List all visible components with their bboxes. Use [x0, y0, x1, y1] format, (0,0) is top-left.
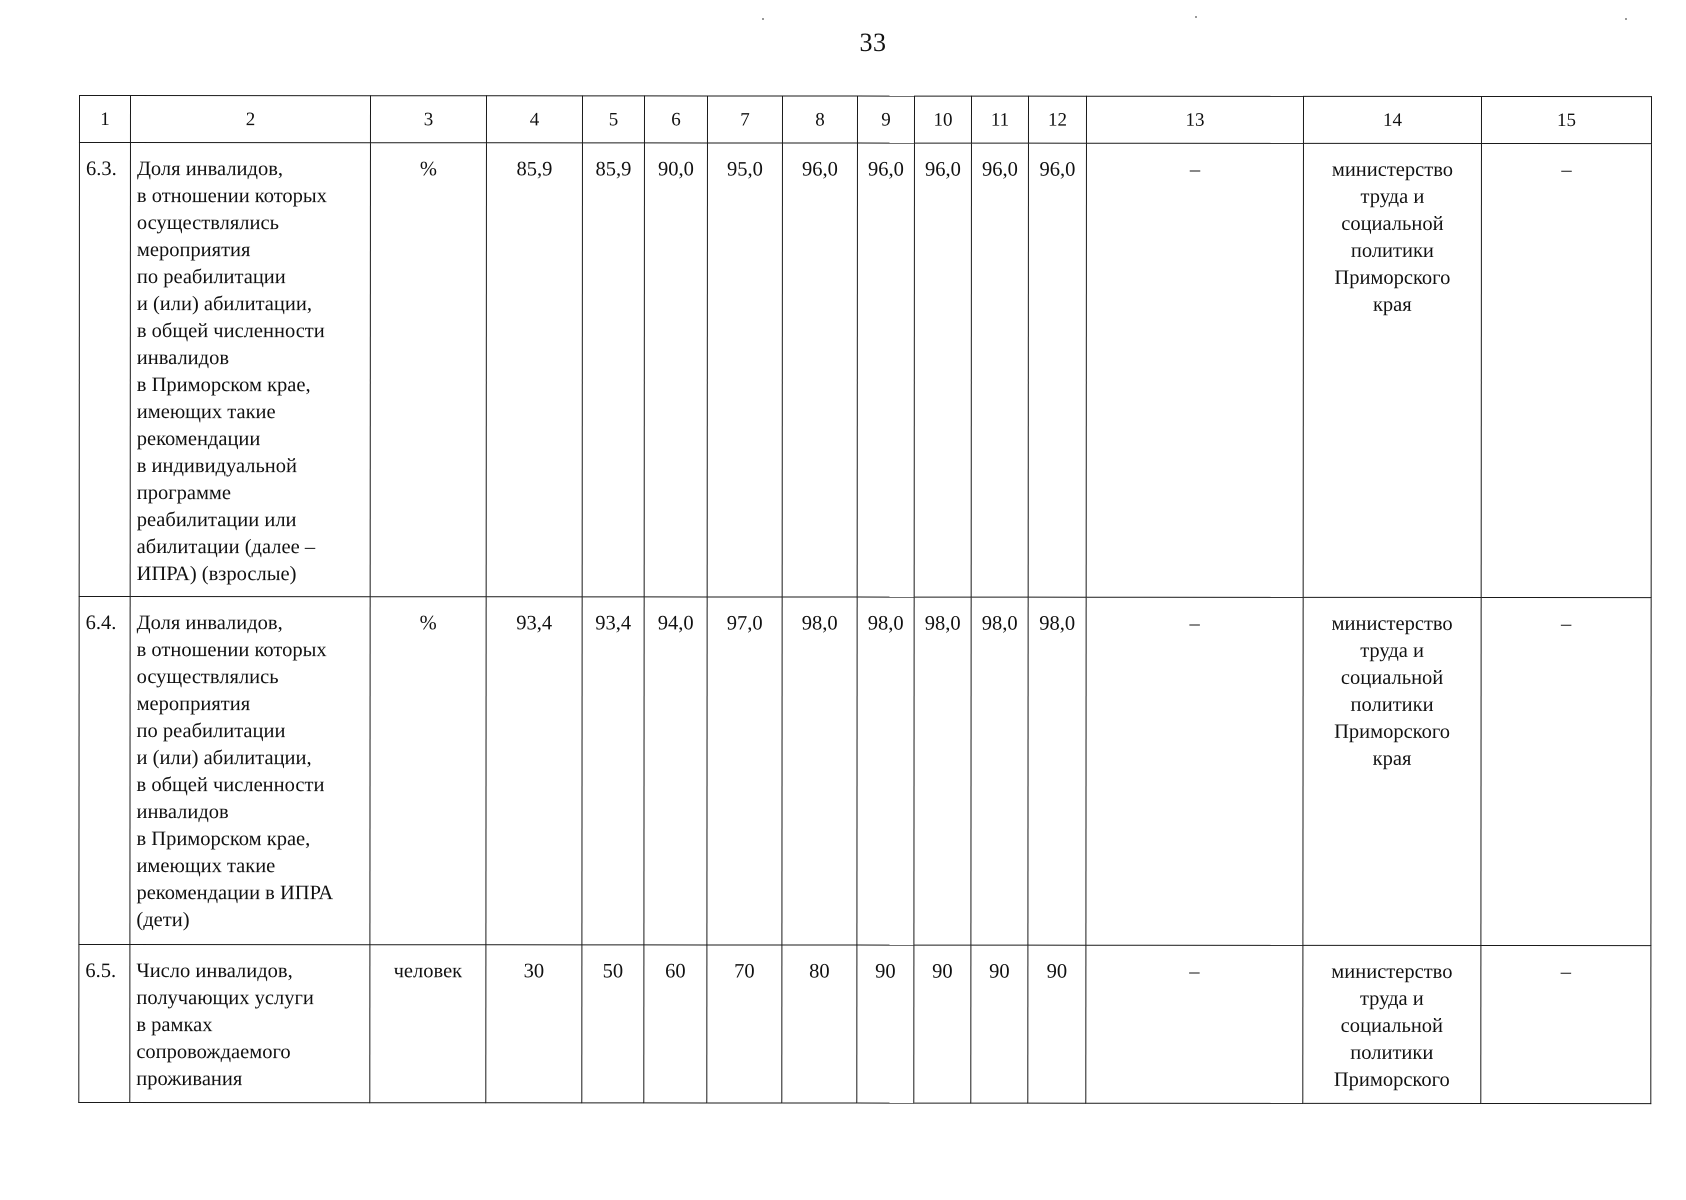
column-15-cell: –	[1481, 945, 1651, 1103]
value-cell: 98,0	[971, 597, 1028, 945]
value-cell: 50	[582, 945, 644, 1103]
indicator-name: Доля инвалидов, в отношении которых осуществлялись мероприятия по реабилитации и (или) абилитации, в общей численности инвалидов в Приморском крае, имеющих такие рекомендации в ИПРА (дети)	[130, 597, 370, 945]
column-header: 15	[1481, 96, 1651, 143]
value-cell: 90,0	[644, 143, 707, 597]
scan-speck	[1195, 16, 1197, 18]
column-header: 11	[971, 96, 1028, 143]
column-13-cell: –	[1086, 945, 1303, 1103]
responsible-body-cell: министерство труда и социальной политики Приморского края	[1303, 597, 1481, 945]
column-header: 7	[707, 96, 782, 143]
value-cell: 95,0	[707, 143, 782, 597]
value-cell: 85,9	[486, 143, 582, 597]
column-header: 2	[130, 96, 370, 143]
column-13-cell: –	[1086, 597, 1303, 945]
table-row	[79, 597, 1651, 946]
column-15-cell: –	[1481, 597, 1651, 945]
column-header: 10	[914, 96, 971, 143]
value-cell: 70	[707, 945, 782, 1103]
value-cell: 98,0	[857, 597, 914, 945]
value-cell: 97,0	[707, 597, 782, 945]
value-cell: 96,0	[914, 143, 971, 597]
column-header: 8	[782, 96, 857, 143]
value-cell: 96,0	[857, 143, 914, 597]
row-index: 6.5.	[79, 945, 130, 1103]
value-cell: 98,0	[1028, 597, 1086, 945]
page-number: 33	[859, 28, 887, 57]
indicator-name: Доля инвалидов, в отношении которых осуществлялись мероприятия по реабилитации и (или) абилитации, в общей численности инвалидов в Приморском крае, имеющих такие рекомендации в индивидуальной программе реабилитации или абилитации (далее – ИПРА) (взрослые)	[130, 143, 370, 597]
scan-speck	[762, 18, 764, 20]
value-cell: 93,4	[486, 597, 582, 945]
value-cell: 60	[644, 945, 707, 1103]
column-header: 13	[1086, 96, 1303, 143]
row-index: 6.4.	[79, 597, 130, 945]
responsible-body-cell: министерство труда и социальной политики Приморского	[1303, 945, 1481, 1103]
indicators-table	[78, 95, 1652, 1104]
column-header: 9	[857, 96, 914, 143]
responsible-body-cell: министерство труда и социальной политики Приморского края	[1303, 143, 1481, 597]
column-header: 14	[1303, 96, 1481, 143]
table-header-row	[79, 96, 1651, 144]
table-row	[79, 945, 1651, 1104]
table-row	[79, 143, 1651, 598]
value-cell: 85,9	[582, 143, 644, 597]
column-header: 1	[79, 96, 130, 143]
column-15-cell: –	[1481, 143, 1651, 597]
column-header: 5	[582, 96, 644, 143]
column-header: 6	[644, 96, 707, 143]
value-cell: 93,4	[582, 597, 644, 945]
column-header: 4	[486, 96, 582, 143]
column-header: 12	[1028, 96, 1086, 143]
value-cell: 96,0	[1028, 143, 1086, 597]
value-cell: 90	[914, 945, 971, 1103]
value-cell: 98,0	[782, 597, 857, 945]
indicator-name: Число инвалидов, получающих услуги в рамках сопровождаемого проживания	[130, 945, 370, 1103]
value-cell: 90	[857, 945, 914, 1103]
scan-speck	[1625, 18, 1627, 20]
value-cell: 80	[782, 945, 857, 1103]
column-13-cell: –	[1086, 143, 1303, 597]
unit-cell: человек	[370, 945, 486, 1103]
value-cell: 96,0	[782, 143, 857, 597]
value-cell: 98,0	[914, 597, 971, 945]
unit-cell: %	[370, 143, 486, 597]
row-index: 6.3.	[79, 143, 130, 597]
unit-cell: %	[370, 597, 486, 945]
column-header: 3	[370, 96, 486, 143]
value-cell: 90	[971, 945, 1028, 1103]
value-cell: 94,0	[644, 597, 707, 945]
value-cell: 96,0	[971, 143, 1028, 597]
value-cell: 30	[486, 945, 582, 1103]
value-cell: 90	[1028, 945, 1086, 1103]
